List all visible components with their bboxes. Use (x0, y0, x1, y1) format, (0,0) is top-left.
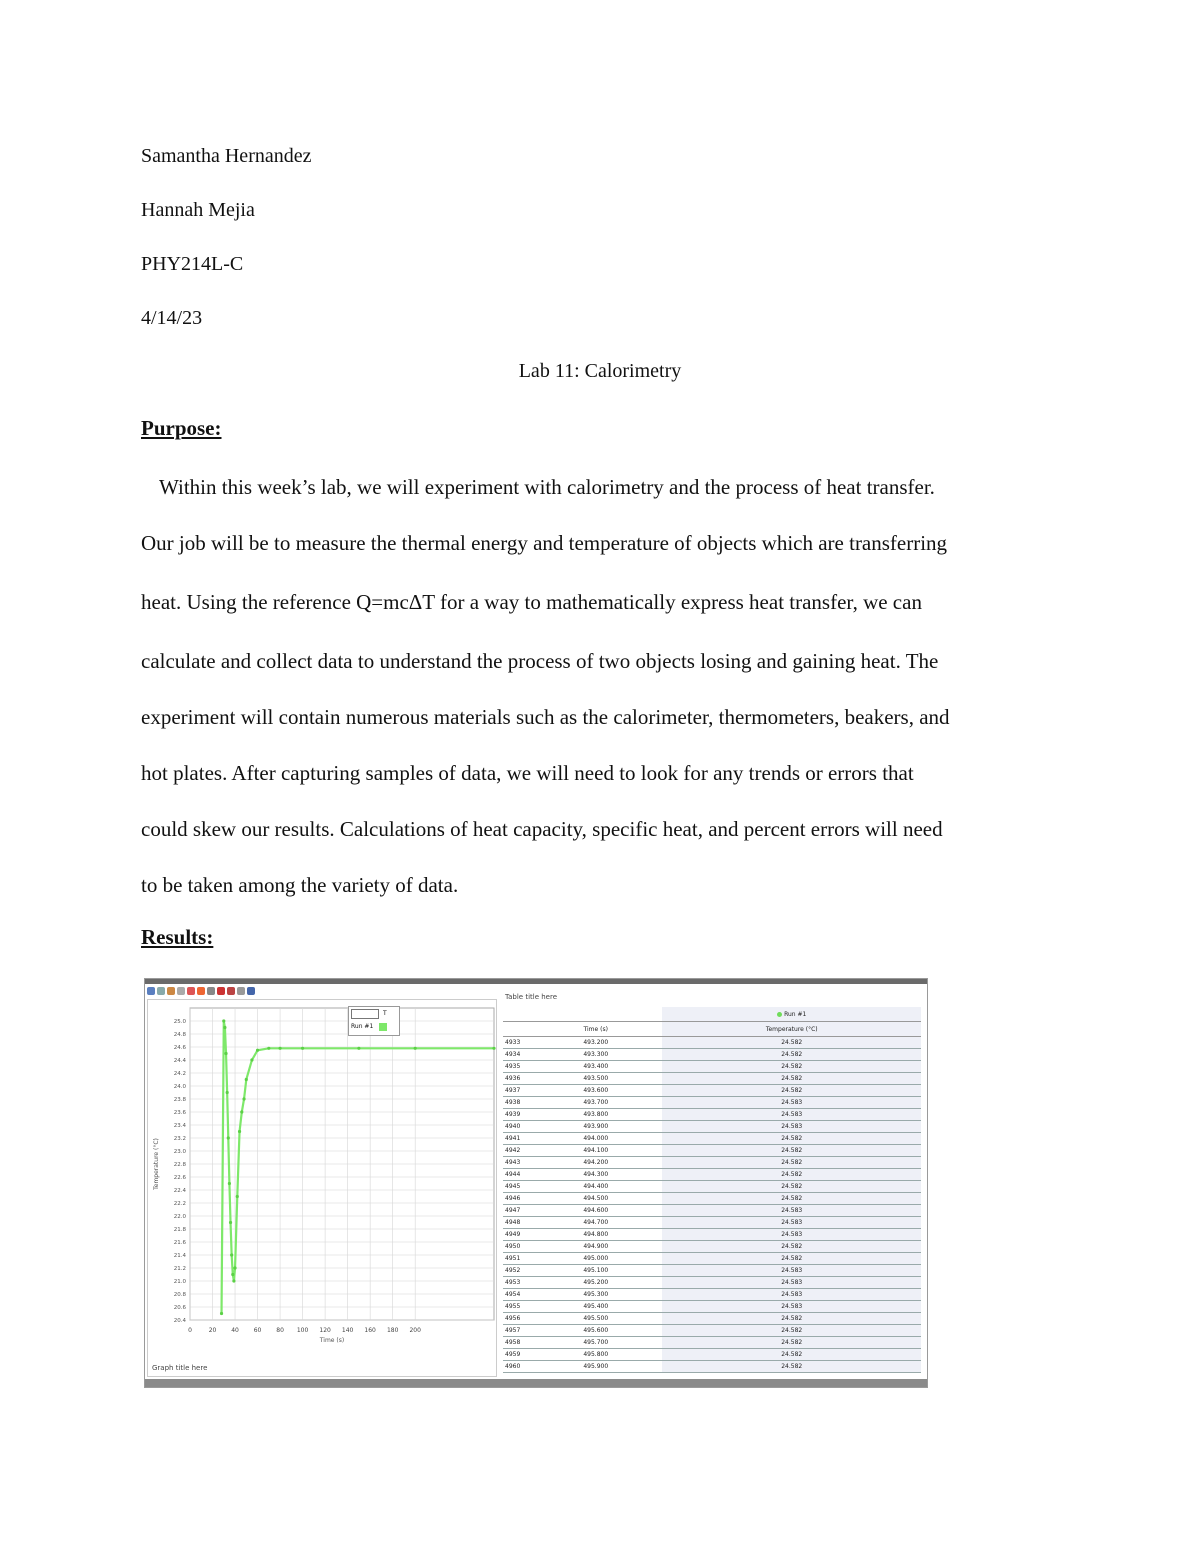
x-tick-label: 20 (208, 1327, 217, 1334)
table-row[interactable] (503, 1349, 921, 1361)
time-cell: 494.400 (529, 1181, 662, 1193)
row-index: 4959 (503, 1349, 529, 1361)
y-tick-label: 21.2 (173, 1266, 186, 1272)
temperature-cell: 24.583 (662, 1289, 921, 1301)
author-name-1: Samantha Hernandez (141, 145, 312, 167)
time-cell: 493.600 (529, 1085, 662, 1097)
table-row[interactable] (503, 1253, 921, 1265)
row-index: 4947 (503, 1205, 529, 1217)
zoom-icon[interactable] (157, 987, 165, 995)
temperature-cell: 24.582 (662, 1361, 921, 1373)
data-point (414, 1047, 417, 1050)
y-tick-label: 20.6 (173, 1305, 186, 1311)
row-index: 4946 (503, 1193, 529, 1205)
row-index: 4944 (503, 1169, 529, 1181)
row-index: 4945 (503, 1181, 529, 1193)
time-cell: 494.000 (529, 1133, 662, 1145)
data-point (267, 1047, 270, 1050)
purpose-line: to be taken among the variety of data. (141, 873, 459, 897)
time-cell: 495.400 (529, 1301, 662, 1313)
delete-icon[interactable] (237, 987, 245, 995)
data-point (231, 1273, 234, 1276)
graph-icon[interactable] (147, 987, 155, 995)
window-bottom-bar (145, 1379, 927, 1387)
time-cell: 494.100 (529, 1145, 662, 1157)
scale-icon[interactable] (167, 987, 175, 995)
row-index: 4940 (503, 1121, 529, 1133)
data-point (229, 1221, 232, 1224)
results-heading: Results: (141, 925, 214, 949)
graph-legend[interactable] (348, 1006, 400, 1036)
row-index: 4934 (503, 1049, 529, 1061)
document-title: Lab 11: Calorimetry (518, 360, 682, 382)
x-tick-label: 80 (276, 1327, 284, 1334)
temperature-cell: 24.582 (662, 1037, 921, 1049)
run-dot (777, 1012, 782, 1017)
time-cell: 494.700 (529, 1217, 662, 1229)
table-row[interactable] (503, 1217, 921, 1229)
temperature-cell: 24.582 (662, 1325, 921, 1337)
data-point (250, 1058, 253, 1061)
y-tick-label: 20.4 (173, 1318, 186, 1324)
purpose-line: experiment will contain numerous materials such as the calorimeter, thermometers, beakers, and (141, 705, 950, 729)
purpose-line: calculate and collect data to understand the process of two objects losing and gaining heat. The (141, 649, 939, 673)
table-row[interactable] (503, 1325, 921, 1337)
select-icon[interactable] (177, 987, 185, 995)
temperature-cell: 24.582 (662, 1349, 921, 1361)
temperature-cell: 24.582 (662, 1241, 921, 1253)
graph-toolbar (147, 984, 497, 998)
time-cell: 493.300 (529, 1049, 662, 1061)
x-tick-label: 200 (409, 1327, 421, 1334)
data-point (242, 1097, 245, 1100)
data-point (245, 1078, 248, 1081)
graph-caption[interactable]: Graph title here (152, 1364, 208, 1372)
legend-entry: Run #1 (349, 1020, 399, 1033)
table-caption[interactable]: Table title here (505, 993, 558, 1001)
data-table (503, 1007, 921, 1373)
y-tick-label: 23.6 (173, 1110, 186, 1116)
row-index: 4952 (503, 1265, 529, 1277)
table-row[interactable] (503, 1169, 921, 1181)
row-index: 4939 (503, 1109, 529, 1121)
time-cell: 493.800 (529, 1109, 662, 1121)
data-point (278, 1047, 281, 1050)
row-index: 4951 (503, 1253, 529, 1265)
purpose-line: could skew our results. Calculations of heat capacity, specific heat, and percent errors will need (141, 817, 943, 841)
time-cell: 494.800 (529, 1229, 662, 1241)
y-tick-label: 23.8 (173, 1097, 186, 1103)
x-tick-label: 180 (386, 1327, 399, 1334)
time-cell: 494.500 (529, 1193, 662, 1205)
run-label: Run #1 (784, 1010, 807, 1018)
table-row[interactable] (503, 1061, 921, 1073)
table-row[interactable] (503, 1181, 921, 1193)
y-tick-label: 22.4 (173, 1188, 186, 1194)
data-point (233, 1266, 236, 1269)
row-index: 4955 (503, 1301, 529, 1313)
table-row[interactable] (503, 1049, 921, 1061)
time-cell: 494.600 (529, 1205, 662, 1217)
y-tick-label: 22.8 (173, 1162, 186, 1168)
data-point (238, 1130, 241, 1133)
table-row[interactable] (503, 1205, 921, 1217)
temperature-cell: 24.582 (662, 1193, 921, 1205)
temperature-graph (148, 1000, 496, 1376)
time-cell: 495.500 (529, 1313, 662, 1325)
temperature-cell: 24.583 (662, 1277, 921, 1289)
temperature-cell: 24.582 (662, 1313, 921, 1325)
temperature-cell: 24.582 (662, 1145, 921, 1157)
temperature-cell: 24.582 (662, 1073, 921, 1085)
table-row[interactable] (503, 1037, 921, 1049)
data-point (226, 1091, 229, 1094)
time-cell: 495.000 (529, 1253, 662, 1265)
y-tick-label: 22.0 (173, 1214, 186, 1220)
temperature-cell: 24.583 (662, 1205, 921, 1217)
table-row[interactable] (503, 1337, 921, 1349)
temperature-cell: 24.582 (662, 1157, 921, 1169)
data-point (227, 1136, 230, 1139)
temperature-cell: 24.583 (662, 1301, 921, 1313)
temperature-cell: 24.582 (662, 1337, 921, 1349)
row-index: 4948 (503, 1217, 529, 1229)
purpose-line: Our job will be to measure the thermal energy and temperature of objects which are transferring (141, 531, 948, 555)
y-tick-label: 22.6 (173, 1175, 186, 1181)
x-tick-label: 0 (188, 1327, 192, 1334)
data-point (232, 1279, 235, 1282)
data-point (224, 1052, 227, 1055)
y-tick-label: 21.6 (173, 1240, 186, 1246)
y-tick-label: 24.6 (173, 1045, 186, 1051)
data-point (223, 1026, 226, 1029)
data-point (230, 1253, 233, 1256)
y-tick-label: 23.2 (173, 1136, 186, 1142)
annotate-icon[interactable] (207, 987, 215, 995)
purpose-heading: Purpose: (141, 416, 222, 440)
results-screenshot (144, 978, 928, 1388)
table-row[interactable] (503, 1145, 921, 1157)
purpose-line: hot plates. After capturing samples of data, we will need to look for any trends or errors that (141, 761, 914, 785)
time-cell: 495.900 (529, 1361, 662, 1373)
time-cell: 493.900 (529, 1121, 662, 1133)
y-tick-label: 24.4 (173, 1058, 186, 1064)
time-cell: 495.800 (529, 1349, 662, 1361)
data-point (220, 1312, 223, 1315)
y-tick-label: 21.0 (173, 1279, 186, 1285)
data-point (301, 1047, 304, 1050)
table-row[interactable] (503, 1133, 921, 1145)
y-tick-label: 21.8 (173, 1227, 186, 1233)
temperature-cell: 24.582 (662, 1133, 921, 1145)
x-tick-label: 120 (319, 1327, 331, 1334)
table-row[interactable] (503, 1229, 921, 1241)
temperature-cell: 24.582 (662, 1169, 921, 1181)
table-row[interactable] (503, 1193, 921, 1205)
x-tick-label: 40 (231, 1327, 239, 1334)
x-axis-label: Time (s) (319, 1337, 345, 1344)
table-row[interactable] (503, 1157, 921, 1169)
x-tick-label: 160 (364, 1327, 376, 1334)
table-row[interactable] (503, 1301, 921, 1313)
temperature-cell: 24.583 (662, 1109, 921, 1121)
y-tick-label: 24.8 (173, 1032, 186, 1038)
report-date: 4/14/23 (141, 307, 203, 329)
row-index: 4956 (503, 1313, 529, 1325)
y-tick-label: 24.2 (173, 1071, 186, 1077)
row-index: 4936 (503, 1073, 529, 1085)
y-tick-label: 23.0 (173, 1149, 186, 1155)
table-row[interactable] (503, 1313, 921, 1325)
time-cell: 495.200 (529, 1277, 662, 1289)
graph-panel[interactable] (147, 999, 497, 1377)
row-index: 4938 (503, 1097, 529, 1109)
area-icon[interactable] (227, 987, 235, 995)
y-tick-label: 20.8 (173, 1292, 186, 1298)
column-header-time: Time (s) (529, 1022, 662, 1037)
row-index: 4958 (503, 1337, 529, 1349)
time-cell: 495.700 (529, 1337, 662, 1349)
time-cell: 493.400 (529, 1061, 662, 1073)
temperature-cell: 24.583 (662, 1217, 921, 1229)
data-point (492, 1047, 495, 1050)
temperature-cell: 24.583 (662, 1121, 921, 1133)
fit-icon[interactable] (197, 987, 205, 995)
time-cell: 494.900 (529, 1241, 662, 1253)
row-index: 4949 (503, 1229, 529, 1241)
time-cell: 495.300 (529, 1289, 662, 1301)
y-tick-label: 22.2 (173, 1201, 186, 1207)
data-point (228, 1182, 231, 1185)
time-cell: 494.300 (529, 1169, 662, 1181)
table-row[interactable] (503, 1361, 921, 1373)
time-cell: 495.600 (529, 1325, 662, 1337)
column-header-temperature: Temperature (°C) (662, 1022, 921, 1037)
table-header-row (503, 1022, 921, 1037)
time-cell: 493.500 (529, 1073, 662, 1085)
table-row[interactable] (503, 1121, 921, 1133)
table-row[interactable] (503, 1073, 921, 1085)
row-index: 4953 (503, 1277, 529, 1289)
table-row[interactable] (503, 1085, 921, 1097)
settings-icon[interactable] (247, 987, 255, 995)
row-index: 4957 (503, 1325, 529, 1337)
legend-header: T (349, 1007, 399, 1020)
temperature-cell: 24.583 (662, 1229, 921, 1241)
table-row[interactable] (503, 1289, 921, 1301)
table-row[interactable] (503, 1109, 921, 1121)
purpose-line: heat. Using the reference Q=mcΔT for a way to mathematically express heat transfer, we can (141, 590, 922, 614)
row-index: 4950 (503, 1241, 529, 1253)
data-point (222, 1019, 225, 1022)
time-cell: 495.100 (529, 1265, 662, 1277)
purpose-paragraph (141, 472, 1071, 926)
author-name-2: Hannah Mejia (141, 199, 255, 221)
x-tick-label: 100 (296, 1327, 309, 1334)
row-index: 4933 (503, 1037, 529, 1049)
table-row[interactable] (503, 1265, 921, 1277)
legend-swatch (379, 1023, 387, 1031)
temperature-cell: 24.582 (662, 1061, 921, 1073)
stats-icon[interactable] (187, 987, 195, 995)
y-tick-label: 21.4 (173, 1253, 186, 1259)
y-tick-label: 25.0 (173, 1019, 186, 1025)
x-tick-label: 140 (341, 1327, 354, 1334)
row-index: 4942 (503, 1145, 529, 1157)
temperature-cell: 24.582 (662, 1181, 921, 1193)
temperature-cell: 24.582 (662, 1253, 921, 1265)
row-index: 4960 (503, 1361, 529, 1373)
row-index: 4937 (503, 1085, 529, 1097)
y-tick-label: 24.0 (173, 1084, 186, 1090)
y-tick-label: 23.4 (173, 1123, 186, 1129)
y-axis-label: Temperature (°C) (153, 1138, 160, 1190)
table-row[interactable] (503, 1277, 921, 1289)
x-tick-label: 60 (253, 1327, 262, 1334)
time-cell: 494.200 (529, 1157, 662, 1169)
row-index: 4954 (503, 1289, 529, 1301)
data-table-panel (501, 985, 925, 1377)
data-point (357, 1047, 360, 1050)
table-run-row (503, 1007, 921, 1022)
table-row[interactable] (503, 1241, 921, 1253)
row-index: 4941 (503, 1133, 529, 1145)
time-cell: 493.700 (529, 1097, 662, 1109)
table-row[interactable] (503, 1097, 921, 1109)
temperature-cell: 24.582 (662, 1049, 921, 1061)
temperature-cell: 24.583 (662, 1097, 921, 1109)
data-point (256, 1049, 259, 1052)
course-code: PHY214L-C (141, 253, 244, 275)
data-point (236, 1195, 239, 1198)
data-point (240, 1110, 243, 1113)
time-cell: 493.200 (529, 1037, 662, 1049)
temperature-cell: 24.582 (662, 1085, 921, 1097)
temperature-cell: 24.583 (662, 1265, 921, 1277)
purpose-line: Within this week’s lab, we will experiment with calorimetry and the process of heat transfer. (159, 475, 935, 499)
row-index: 4935 (503, 1061, 529, 1073)
slope-icon[interactable] (217, 987, 225, 995)
row-index: 4943 (503, 1157, 529, 1169)
